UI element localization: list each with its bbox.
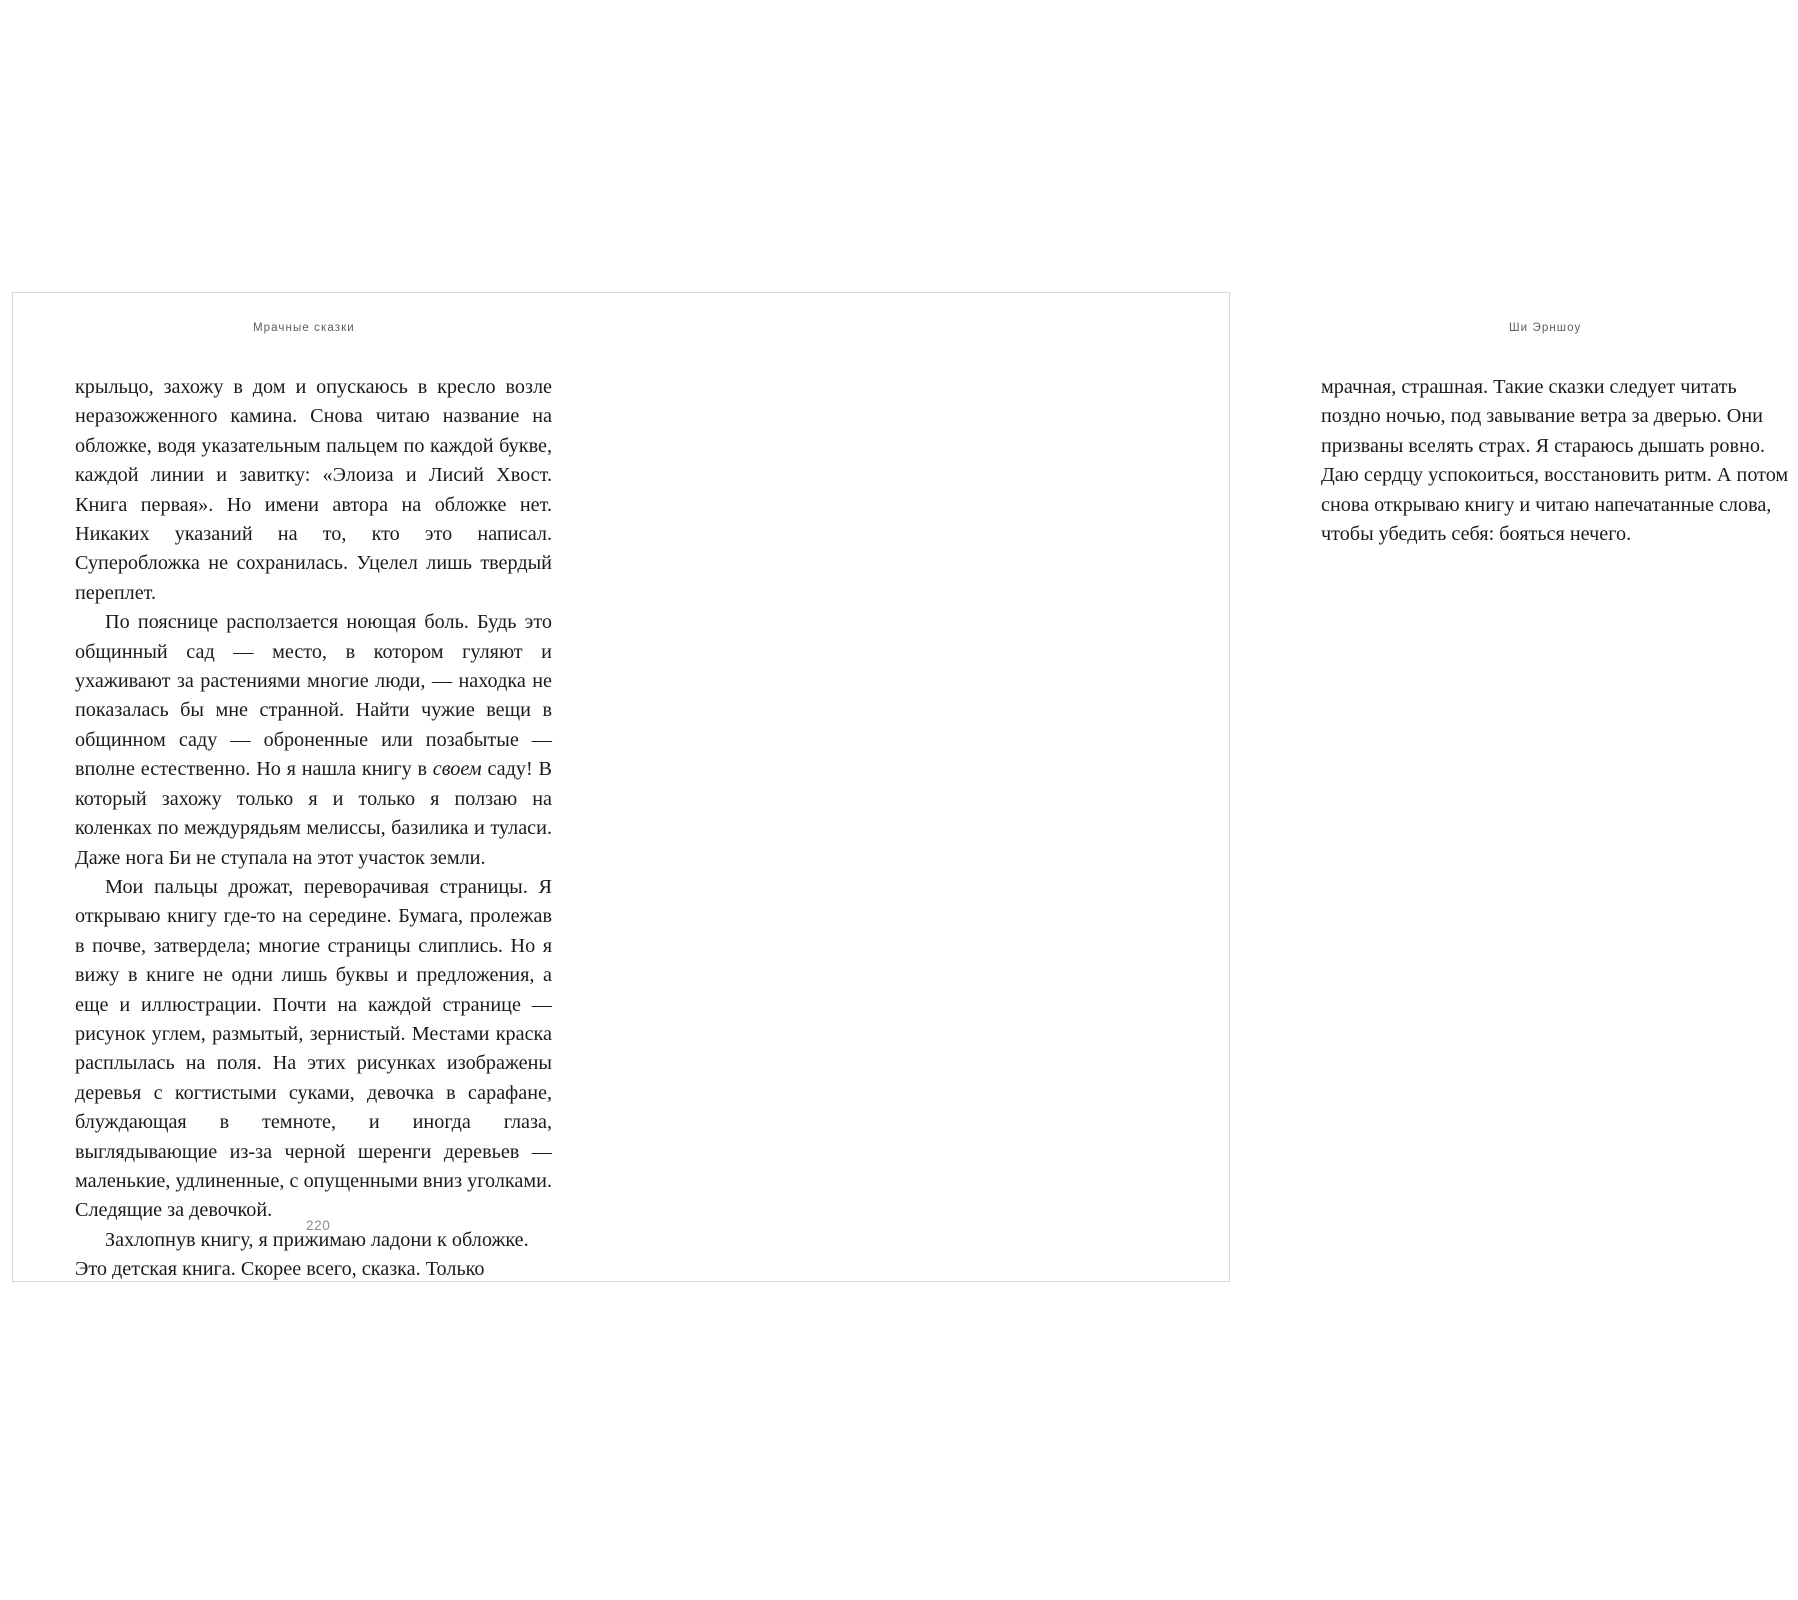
book-spread-sheet (12, 292, 1789, 1282)
page-right (621, 293, 1789, 1281)
body-text-right (1321, 373, 1798, 549)
paragraph: Мои пальцы дрожат, переворачивая страницы. Я открываю книгу где-то на середине. Бумага, пролежав в почве, затвердела; многие страницы слиплись. Но я вижу в книге не одни лишь буквы и предложения, а еще и иллюстрации. Почти на каждой странице — рисунок углем, размытый, зернистый. Местами краска расплылась на поля. На этих рисунках изображены деревья с когтистыми суками, девочка в сарафане, блуждающая в темноте, и иногда глаза, выглядывающие из-за черной шеренги деревьев — маленькие, удлиненные, с опущенными вниз уголками. Следящие за девочкой. (75, 875, 552, 1222)
page-left (13, 293, 621, 1281)
running-head-right: Ши Эрншоу (1509, 322, 1582, 334)
paragraph: крыльцо, захожу в дом и опускаюсь в кресло возле неразожженного камина. Снова читаю название на обложке, водя указательным пальцем по каждой букве, каждой линии и завитку: «Элоиза и Лисий Хвост. Книга первая». Но имени автора на обложке нет. Никаких указаний на то, кто это написал. Суперобложка не сохранилась. Уцелел лишь твердый переплет. (75, 376, 552, 604)
running-head-left: Мрачные сказки (253, 322, 355, 334)
paragraph: мрачная, страшная. Такие сказки следует читать поздно ночью, под завывание ветра за дверью. Они призваны вселять страх. Я стараюсь дышать ровно. Даю сердцу успокоиться, восстановить ритм. А потом снова открываю книгу и читаю напечатанные слова, чтобы убедить себя: бояться нечего. (1321, 376, 1789, 546)
paragraph: Захлопнув книгу, я прижимаю ладони к обложке. Это детская книга. Скорее всего, сказка. Только (75, 1228, 529, 1281)
paragraph: По пояснице расползается ноющая боль. Будь это общинный сад — место, в котором гуляют и ухаживают за растениями многие люди, — находка не показалась бы мне странной. Найти чужие вещи в общинном саду — оброненные или позабытые — вполне естественно. Но я нашла книгу в своем саду! В который захожу только я и только я ползаю на коленках по междурядьям мелиссы, базилика и туласи. Даже нога Би не ступала на этот участок земли. (75, 611, 552, 869)
italic-phrase: своем (432, 758, 482, 781)
page-number: 220 (306, 1218, 331, 1233)
body-text-left (75, 373, 552, 1285)
page-spread (13, 293, 1789, 1281)
